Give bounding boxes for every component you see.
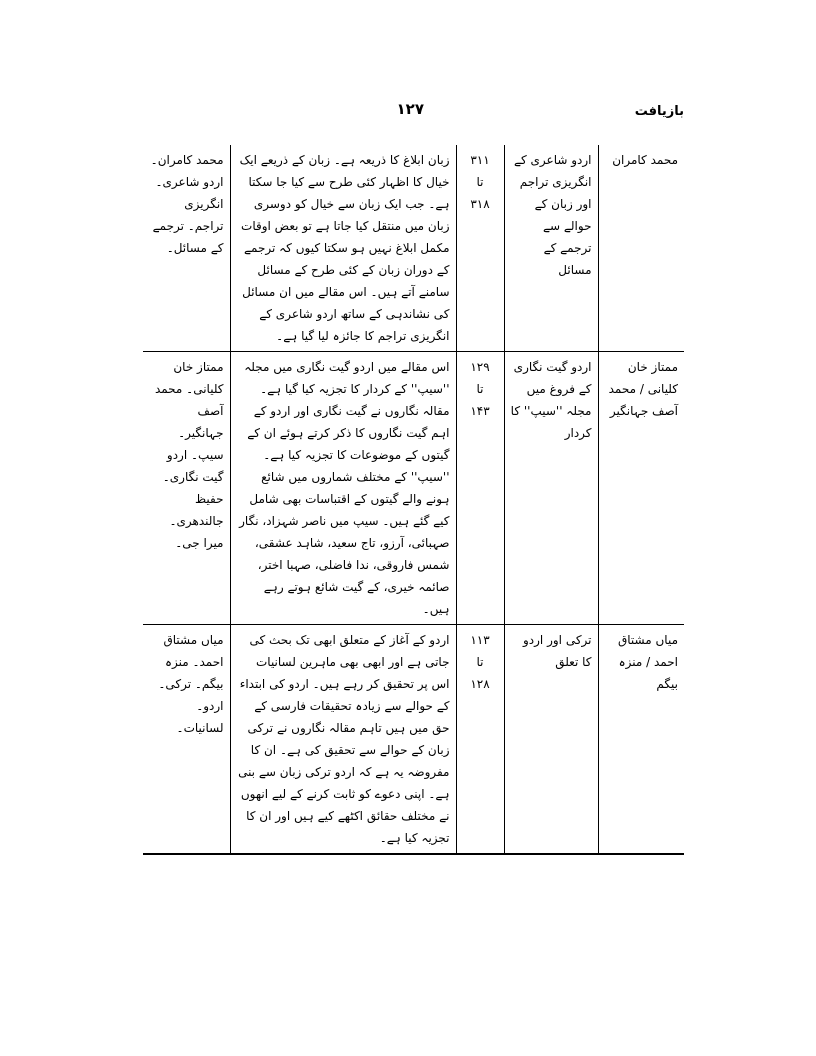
author-cell: محمد کامران — [598, 145, 684, 352]
abstract-cell: زبان ابلاغ کا ذریعہ ہے۔ زبان کے ذریعے ایک خیال کا اظہار کئی طرح سے کیا جا سکتا ہے۔ جب ایک زبان سے خیال کو دوسری زبان میں منتقل کیا جاتا ہے تو بعض اوقات مکمل ابلاغ نہیں ہو سکتا کیوں کہ ترجمے کے دوران زبان کے کئی طرح کے مسائل سامنے آتے ہیں۔ اس مقالے میں ان مسائل کی نشاندہی کے ساتھ اردو شاعری کے انگریزی تراجم کا جائزہ لیا گیا ہے۔ — [230, 145, 456, 352]
article-title-cell: اردو گیت نگاری کے فروغ میں مجلہ ''سیپ'' کا کردار — [504, 352, 598, 625]
pages-cell: ۱۱۳ تا ۱۲۸ — [456, 625, 504, 855]
page-number: ۱۲۷ — [396, 100, 424, 118]
abstract-cell: اس مقالے میں اردو گیت نگاری میں مجلہ ''سیپ'' کے کردار کا تجزیہ کیا گیا ہے۔ مقالہ نگاروں نے گیت نگاری اور اردو کے اہم گیت نگاروں کا ذکر کرتے ہوئے ان کے گیتوں کے موضوعات کا تجزیہ کیا ہے۔ ''سیپ'' کے مختلف شماروں میں شائع ہونے والے گیتوں کے اقتباسات بھی شامل کیے گئے ہیں۔ سیپ میں ناصر شہزاد، نگار صہبائی، آرزو، تاج سعید، شاہد عشقی، شمس فاروقی، ندا فاضلی، صہبا اختر، صائمہ خیری، کے گیت شائع ہوتے رہے ہیں۔ — [230, 352, 456, 625]
journal-title: بازیافت — [634, 104, 684, 119]
article-title-cell: ترکی اور اردو کا تعلق — [504, 625, 598, 855]
table-row — [143, 145, 684, 352]
keywords-cell: ممتاز خان کلیانی۔ محمد آصف جہانگیر۔ سیپ۔ اردو گیت نگاری۔ حفیظ جالندھری۔ میرا جی۔ — [143, 352, 230, 625]
keywords-cell: محمد کامران۔ اردو شاعری۔ انگریزی تراجم۔ ترجمے کے مسائل۔ — [143, 145, 230, 352]
table-row — [143, 625, 684, 855]
author-cell: میاں مشتاق احمد / منزہ بیگم — [598, 625, 684, 855]
pages-cell: ۱۲۹ تا ۱۴۳ — [456, 352, 504, 625]
author-cell: ممتاز خان کلیانی / محمد آصف جہانگیر — [598, 352, 684, 625]
article-index-table — [143, 145, 684, 855]
article-title-cell: اردو شاعری کے انگریزی تراجم اور زبان کے حوالے سے ترجمے کے مسائل — [504, 145, 598, 352]
page-header — [144, 100, 684, 124]
table-row — [143, 352, 684, 625]
keywords-cell: میاں مشتاق احمد۔ منزہ بیگم۔ ترکی۔ اردو۔ لسانیات۔ — [143, 625, 230, 855]
pages-cell: ۳۱۱ تا ۳۱۸ — [456, 145, 504, 352]
abstract-cell: اردو کے آغاز کے متعلق ابھی تک بحث کی جاتی ہے اور ابھی بھی ماہرین لسانیات اس پر تحقیق کر رہے ہیں۔ اردو کی ابتداء کے حوالے سے زیادہ تحقیقات فارسی کے حق میں ہیں تاہم مقالہ نگاروں نے ترکی زبان کے حوالے سے تحقیق کی ہے۔ ان کا مفروضہ یہ ہے کہ اردو ترکی زبان سے بنی ہے۔ اپنی دعوے کو ثابت کرنے کے لیے انھوں نے مختلف حقائق اکٹھے کیے ہیں اور ان کا تجزیہ کیا ہے۔ — [230, 625, 456, 855]
